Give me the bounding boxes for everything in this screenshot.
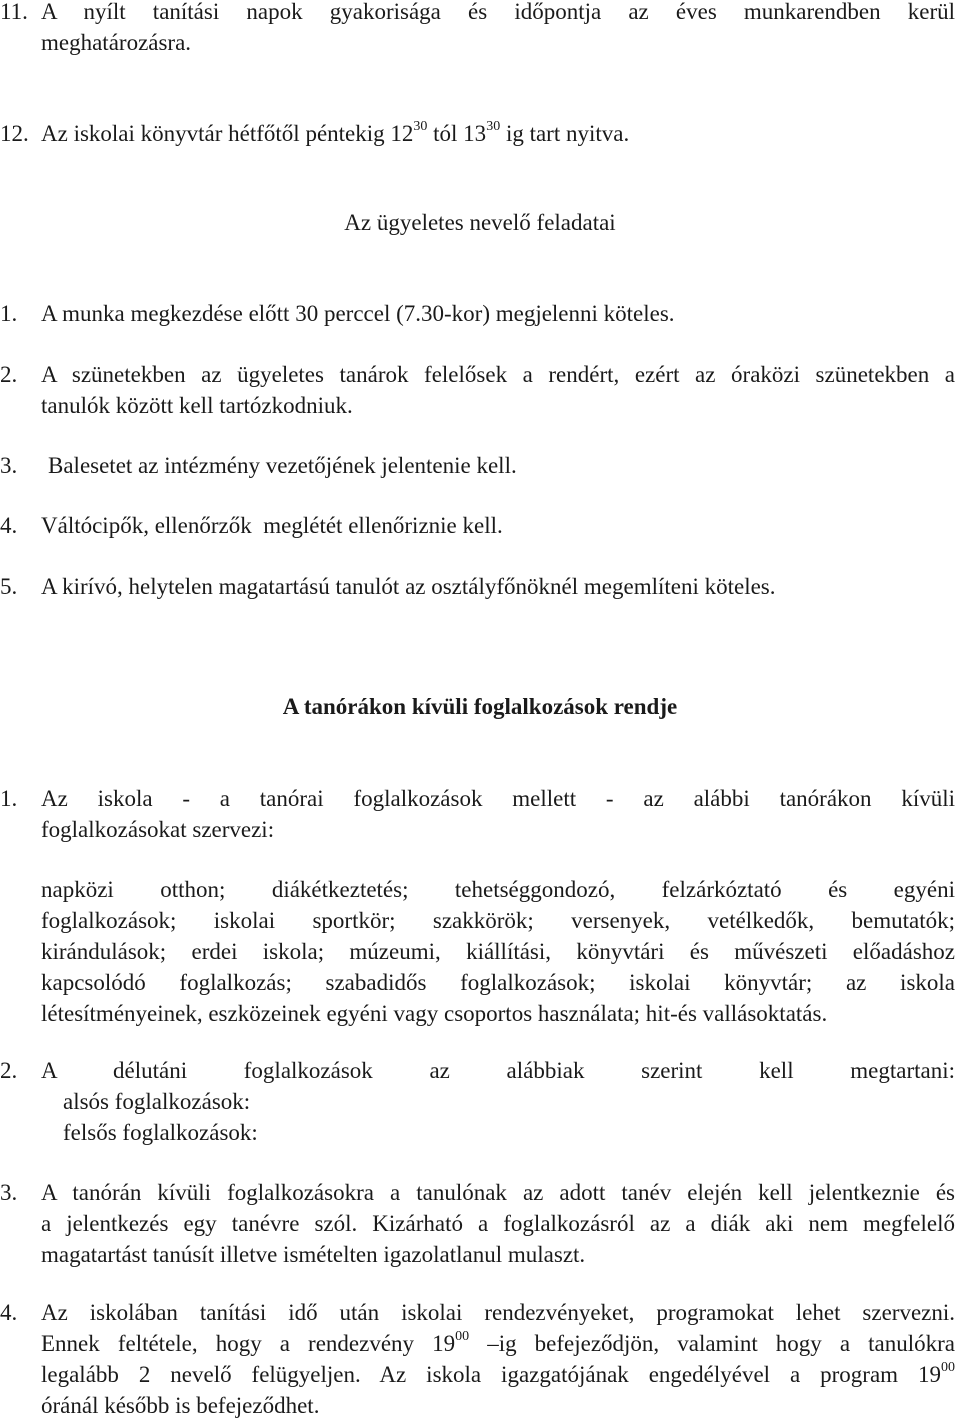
item-number: 4.	[0, 513, 18, 538]
item-text-line: magatartást tanúsít illetve ismételten igazolatlanul mulaszt.	[41, 1242, 586, 1267]
item-number: 12.	[0, 121, 29, 146]
duty-item-4	[0, 510, 955, 541]
duty-item-5	[0, 571, 955, 602]
section-heading-duty: Az ügyeletes nevelő feladatai	[344, 210, 616, 235]
item-text-line: felsős foglalkozások:	[63, 1120, 258, 1145]
item-text-line: tanulók között kell tartózkodniuk.	[41, 393, 353, 418]
paragraph-line: foglalkozások; iskolai sportkör; szakkörök; versenyek, vetélkedők, bemutatók;	[41, 908, 955, 933]
duty-item-3	[0, 450, 955, 481]
item-text-line: A szünetekben az ügyeletes tanárok felelősek a rendért, ezért az óraközi szünetekben a	[41, 362, 955, 387]
item-number: 3.	[0, 1180, 18, 1205]
item-text-line: A tanórán kívüli foglalkozásokra a tanulónak az adott tanév elején kell jelentkeznie és	[41, 1180, 955, 1205]
duty-item-2	[0, 359, 955, 421]
item-text-line: a jelentkezés egy tanévre szól. Kizárható a foglalkozásról az a diák aki nem megfelelő	[41, 1211, 955, 1236]
extra-item-4	[0, 1297, 955, 1421]
item-text-line: alsós foglalkozások:	[63, 1089, 251, 1114]
item-number: 11.	[0, 0, 28, 24]
item-number: 2.	[0, 362, 18, 387]
item-text-line: Az iskola - a tanórai foglalkozások mellett - az alábbi tanórákon kívüli	[41, 786, 955, 811]
activities-paragraph	[0, 874, 955, 1029]
item-number: 1.	[0, 786, 18, 811]
item-number: 1.	[0, 301, 18, 326]
item-number: 5.	[0, 574, 18, 599]
library-hours-text: Az iskolai könyvtár hétfőtől péntekig $12^{30}$ tól $13^{30}$ ig tart nyitva.	[41, 119, 630, 146]
list-item-11	[0, 0, 955, 58]
item-text-line: Váltócipők, ellenőrzők meglétét ellenőriznie kell.	[41, 513, 503, 538]
duty-item-1	[0, 298, 955, 329]
paragraph-line: létesítményeinek, eszközeinek egyéni vagy csoportos használata; hit-és vallásoktatás.	[41, 1001, 828, 1026]
item-text-line: meghatározásra.	[41, 30, 192, 55]
item-text-line: óránál később is befejeződhet.	[41, 1393, 320, 1418]
item-text-line: Balesetet az intézmény vezetőjének jelentenie kell.	[48, 453, 517, 478]
item-number: 3.	[0, 453, 18, 478]
extra-item-2	[0, 1055, 955, 1148]
item-text-line: A nyílt tanítási napok gyakorisága és időpontja az éves munkarendben kerül	[41, 0, 955, 24]
item-text-line: A munka megkezdése előtt 30 perccel (7.30-kor) megjelenni köteles.	[41, 301, 675, 326]
paragraph-line: kirándulások; erdei iskola; múzeumi, kiállítási, könyvtári és művészeti előadáshoz	[41, 939, 955, 964]
item-text-line: Az iskolában tanítási idő után iskolai rendezvényeket, programokat lehet szervezni.	[41, 1300, 955, 1325]
list-item-12	[0, 118, 955, 149]
item-number: 2.	[0, 1058, 18, 1083]
item-number: 4.	[0, 1300, 18, 1325]
item-text-line: foglalkozásokat szervezi:	[41, 817, 275, 842]
item-text-line: A kirívó, helytelen magatartású tanulót az osztályfőnöknél megemlíteni köteles.	[41, 574, 776, 599]
paragraph-line: kapcsolódó foglalkozás; szabadidős foglalkozások; iskolai könyvtár; az iskola	[41, 970, 955, 995]
extra-item-3	[0, 1177, 955, 1270]
paragraph-line: napközi otthon; diákétkeztetés; tehetséggondozó, felzárkóztató és egyéni	[41, 877, 955, 902]
item-text-line: A délutáni foglalkozások az alábbiak szerint kell megtartani:	[41, 1058, 955, 1083]
extra-item-1	[0, 783, 955, 845]
section-heading-extracurricular: A tanórákon kívüli foglalkozások rendje	[282, 694, 678, 719]
item-text-line: Ennek feltétele, hogy a rendezvény $19^{00}$ –ig befejeződjön, valamint hogy a tanulókra	[41, 1329, 955, 1356]
item-text-line: legalább 2 nevelő felügyeljen. Az iskola igazgatójának engedélyével a program $19^{00}$	[41, 1360, 955, 1387]
